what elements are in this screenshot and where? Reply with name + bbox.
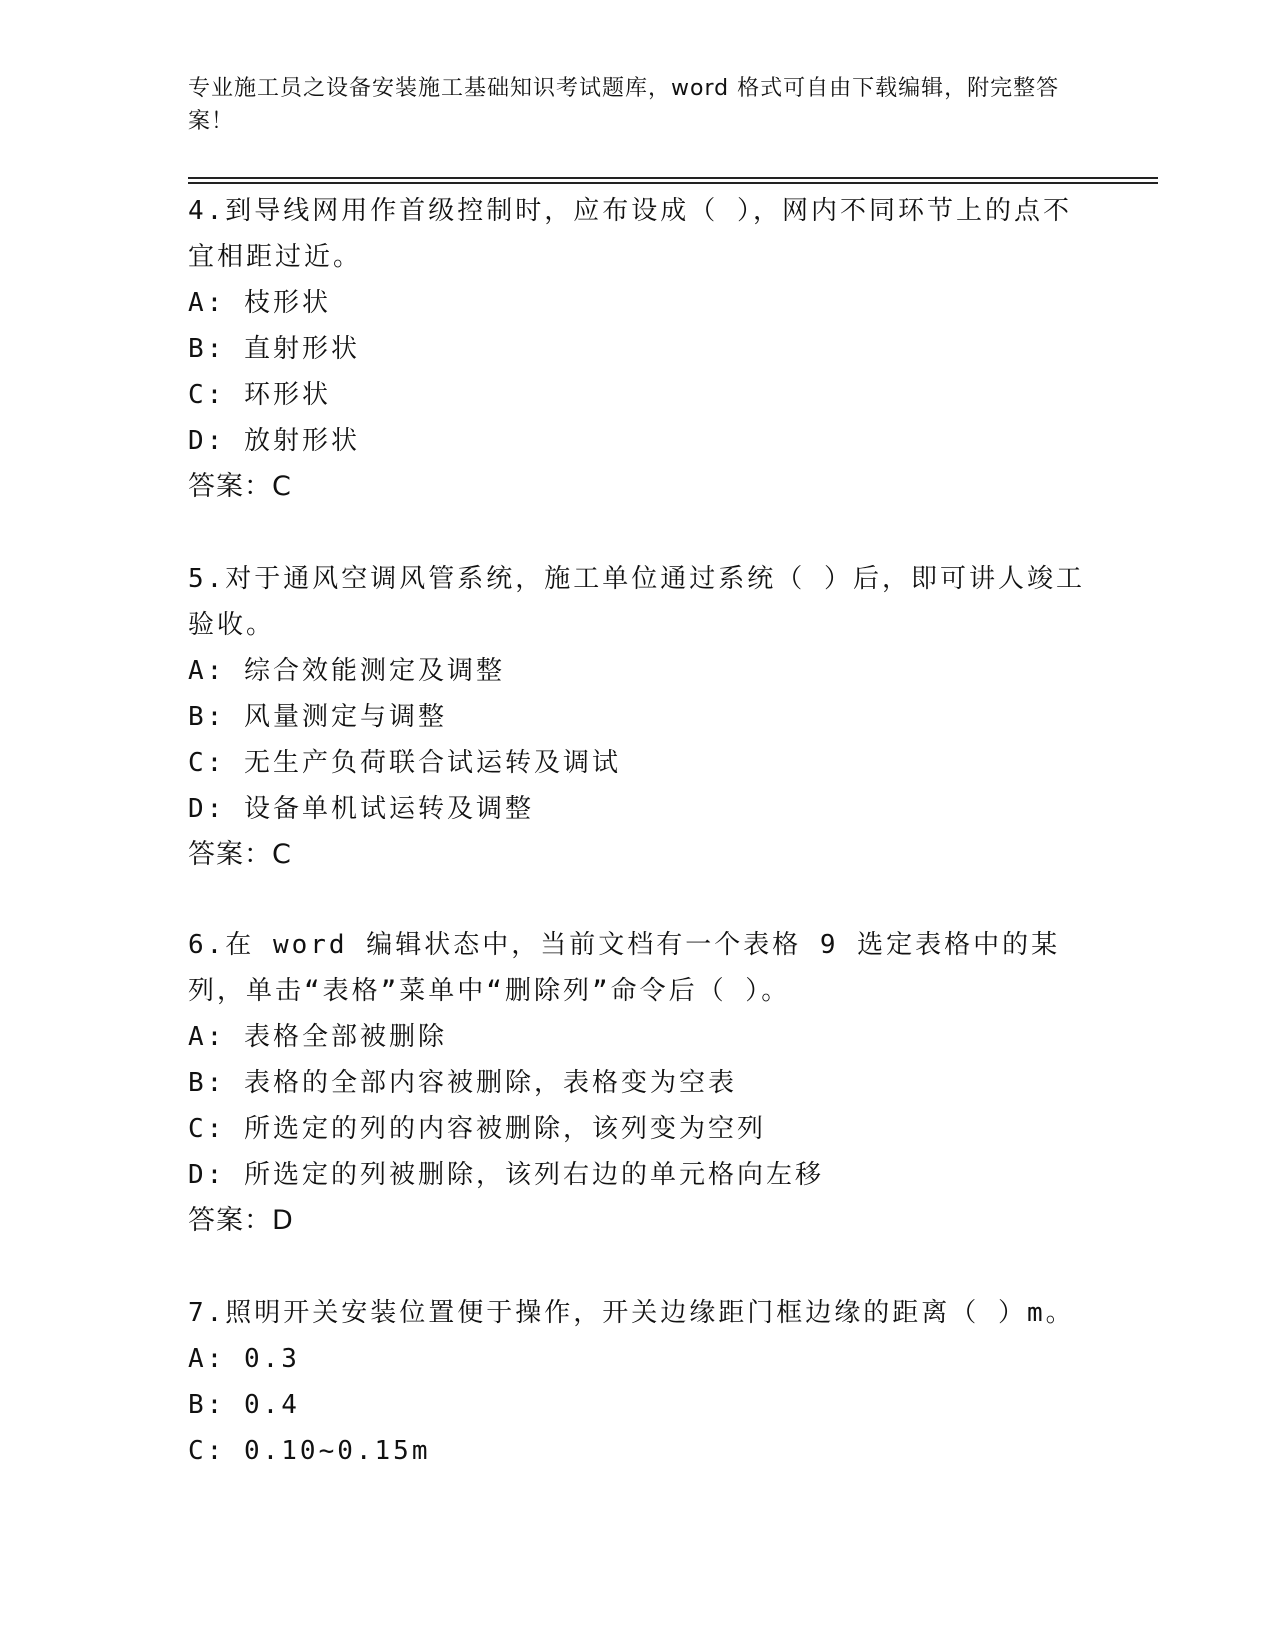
option-c: C: 环形状 <box>188 380 331 410</box>
option-d: D: 设备单机试运转及调整 <box>188 794 534 824</box>
document-header: 专业施工员之设备安装施工基础知识考试题库，word 格式可自由下载编辑，附完整答案！ <box>188 76 1060 134</box>
question-5 <box>188 556 1088 878</box>
question-7 <box>188 1290 1088 1474</box>
header-divider-top <box>188 177 1158 179</box>
option-a: A: 综合效能测定及调整 <box>188 656 505 686</box>
option-a: A: 枝形状 <box>188 288 331 318</box>
option-b: B: 风量测定与调整 <box>188 702 447 732</box>
option-b: B: 表格的全部内容被删除，表格变为空表 <box>188 1068 737 1098</box>
answer: 答案：D <box>188 1205 294 1236</box>
answer: 答案：C <box>188 839 292 870</box>
option-b: B: 直射形状 <box>188 334 360 364</box>
header-divider-bottom <box>188 182 1158 184</box>
question-6 <box>188 922 1088 1244</box>
question-stem: 6.在 word 编辑状态中，当前文档有一个表格 9 选定表格中的某列，单击“表格”菜单中“删除列”命令后（ ）。 <box>188 930 1061 1006</box>
question-4 <box>188 188 1088 510</box>
option-b: B: 0.4 <box>188 1390 300 1420</box>
option-d: D: 所选定的列被删除，该列右边的单元格向左移 <box>188 1160 824 1190</box>
answer: 答案：C <box>188 471 292 502</box>
option-c: C: 所选定的列的内容被删除，该列变为空列 <box>188 1114 766 1144</box>
option-a: A: 0.3 <box>188 1344 300 1374</box>
question-stem: 4.到导线网用作首级控制时，应布设成（ ），网内不同环节上的点不宜相距过近。 <box>188 196 1072 272</box>
question-stem: 5.对于通风空调风管系统，施工单位通过系统（ ）后，即可讲人竣工验收。 <box>188 564 1085 640</box>
option-d: D: 放射形状 <box>188 426 360 456</box>
question-stem: 7.照明开关安装位置便于操作，开关边缘距门框边缘的距离（ ）m。 <box>188 1298 1075 1328</box>
option-c: C: 0.10~0.15m <box>188 1436 431 1466</box>
option-c: C: 无生产负荷联合试运转及调试 <box>188 748 621 778</box>
option-a: A: 表格全部被删除 <box>188 1022 447 1052</box>
